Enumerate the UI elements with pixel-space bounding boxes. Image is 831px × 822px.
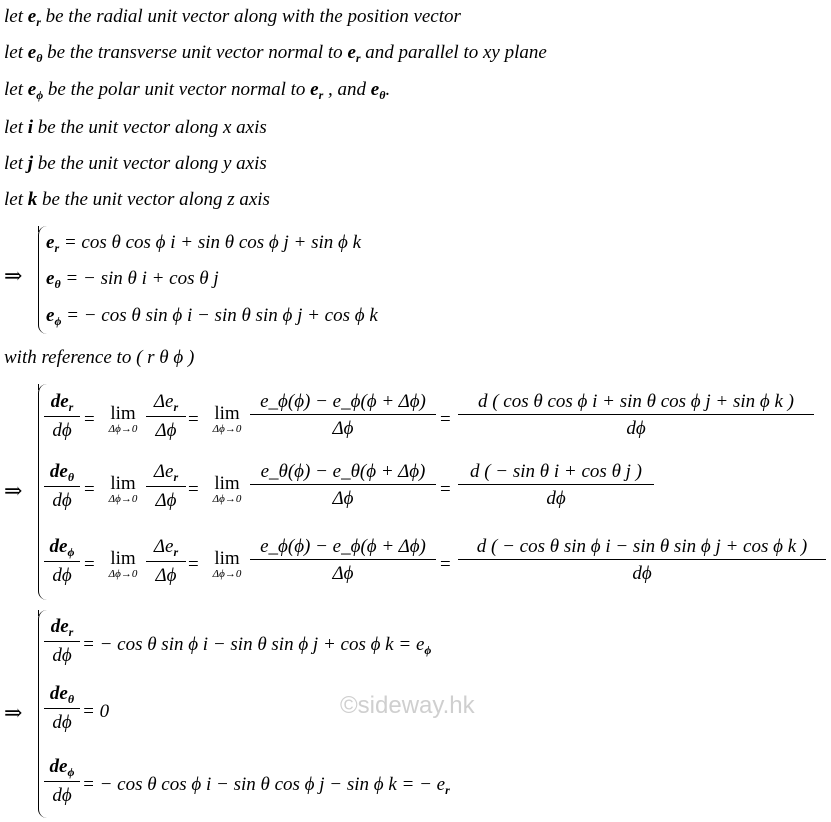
limit-2a: lim Δϕ→0 bbox=[108, 473, 138, 505]
equals: = bbox=[440, 479, 451, 500]
difference-frac-3: $\frac{e\_\phi(\phi) - e\_\phi(\phi + \Delta\phi)}{\Delta\phi}$ bbox=[250, 537, 436, 583]
limit-3a: lim Δϕ→0 bbox=[108, 548, 138, 580]
delta-frac-1: $\Delta e_r$ Δϕ bbox=[146, 392, 186, 440]
equals: = bbox=[84, 479, 95, 500]
delta-frac-2: $\Delta e_r$ Δϕ bbox=[146, 462, 186, 510]
difference-frac-1: $\frac{e\_\phi(\phi) - e\_\phi(\phi + \Delta\phi)}{\Delta\phi}$ bbox=[250, 392, 436, 438]
definition-k: let k be the unit vector along z axis bbox=[4, 189, 270, 210]
implies-arrow-1: ⇒ bbox=[4, 263, 23, 288]
final-frac-1: $\frac{\text{d ( cos θ cos ϕ i + sin θ cos ϕ j + sin ϕ k )}}{d\phi}$ bbox=[458, 392, 814, 438]
limit-3b: lim Δϕ→0 bbox=[212, 548, 242, 580]
equals: = bbox=[188, 554, 199, 575]
result-detheta-frac: $de_\theta$ dϕ bbox=[44, 684, 80, 732]
result-der-frac: $de_r$ dϕ bbox=[44, 617, 80, 665]
final-frac-3: $\frac{\text{d ( − cos θ sin ϕ i − sin θ sin ϕ j + cos ϕ k )}}{d\phi}$ bbox=[458, 537, 826, 583]
limit-1b: lim Δϕ→0 bbox=[212, 403, 242, 435]
definition-er: let $e_r$ be the radial unit vector along with the position vector bbox=[4, 6, 461, 29]
deriv-etheta-frac: $de_\theta$ dϕ bbox=[44, 462, 80, 510]
reference-line: with reference to ( r θ ϕ ) bbox=[4, 347, 195, 368]
deriv-er-frac: $de_r$ dϕ bbox=[44, 392, 80, 440]
result-dephi-frac: $de_\phi$ dϕ bbox=[44, 757, 80, 805]
equals: = bbox=[188, 479, 199, 500]
delta-frac-3: $\Delta e_r$ Δϕ bbox=[146, 537, 186, 585]
difference-frac-2: $\frac{e\_\theta(\phi) - e\_\theta(\phi + \Delta\phi)}{\Delta\phi}$ bbox=[250, 462, 436, 508]
definition-ephi: let $e_\phi$ be the polar unit vector normal to $e_r$ , and $e_\theta$. bbox=[4, 79, 391, 102]
deriv-ephi-frac: $de_\phi$ dϕ bbox=[44, 537, 80, 585]
system1-row-er: $e_r = \cos \theta$ cos ϕ i + sin θ cos ϕ j + sin ϕ k bbox=[46, 232, 362, 255]
watermark: ©sideway.hk bbox=[340, 692, 475, 719]
final-frac-2: $\frac{\text{d ( − sin θ i + cos θ j )}}{d\phi}$ bbox=[458, 462, 654, 508]
result-detheta-rhs: = 0 bbox=[82, 701, 110, 722]
equals: = bbox=[440, 554, 451, 575]
implies-arrow-3: ⇒ bbox=[4, 700, 23, 725]
definition-etheta: let $e_\theta$ be the transverse unit vector normal to $e_r$ and parallel to xy plane bbox=[4, 42, 547, 65]
limit-2b: lim Δϕ→0 bbox=[212, 473, 242, 505]
equals: = bbox=[440, 409, 451, 430]
equals: = bbox=[84, 409, 95, 430]
implies-arrow-2: ⇒ bbox=[4, 478, 23, 503]
result-der-rhs: = − cos θ sin ϕ i − sin θ sin ϕ j + cos ϕ $k = e_\phi$ bbox=[82, 634, 432, 657]
system1-row-ephi: $e_\phi$ = − cos θ sin ϕ i − sin θ sin ϕ j + cos ϕ k bbox=[46, 305, 378, 328]
equals: = bbox=[84, 554, 95, 575]
limit-1a: lim Δϕ→0 bbox=[108, 403, 138, 435]
definition-j: let j be the unit vector along y axis bbox=[4, 153, 267, 174]
system1-row-etheta: $e_\theta$ = − sin θ i + cos θ j bbox=[46, 268, 219, 291]
equals: = bbox=[188, 409, 199, 430]
definition-i: let i be the unit vector along x axis bbox=[4, 117, 267, 138]
result-dephi-rhs: = − cos θ cos ϕ i − sin θ cos ϕ j − sin ϕ k = − $e_r$ bbox=[82, 774, 450, 797]
